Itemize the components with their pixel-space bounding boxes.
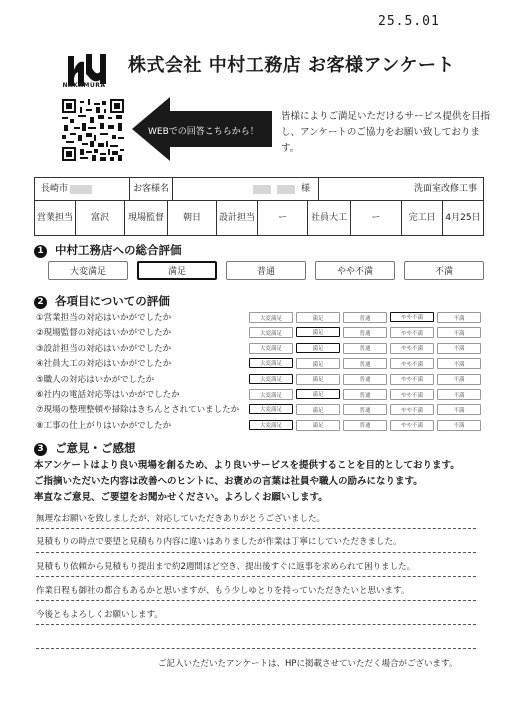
item-rating-option[interactable]: 大変満足 — [249, 404, 293, 414]
item-rating-option[interactable]: 不満 — [437, 374, 481, 385]
item-rating-option[interactable]: 不満 — [437, 404, 481, 415]
question-text: ⑥社内の電話対応等はいかがでしたか — [36, 390, 180, 400]
item-rating-option[interactable]: 満足 — [296, 374, 340, 385]
design-value: ー — [258, 201, 308, 235]
item-rating-option[interactable]: 普通 — [343, 404, 387, 415]
question-text: ⑤職人の対応はいかがでしたか — [36, 374, 155, 385]
item-rating-option[interactable]: 普通 — [343, 358, 387, 369]
item-rating-option[interactable]: 大変満足 — [249, 420, 293, 430]
comment-line: 作業日程も御社の都合もあるかと思いますが、もう少しゆとりを持っていただきたいと思います。 — [36, 586, 410, 596]
item-rating-option[interactable]: 大変満足 — [249, 327, 293, 338]
customer-name-cell — [173, 178, 319, 200]
site-value: 朝日 — [168, 201, 217, 235]
section-number-badge: 1 — [34, 245, 47, 258]
item-rating-option[interactable]: 満足 — [296, 312, 340, 323]
note-line: 本アンケートはより良い現場を創るため、より良いサービスを提供することを目的としております。 — [34, 460, 460, 471]
section2-title: 各項目についての評価 — [55, 294, 170, 308]
question-text: ⑧工事の仕上がりはいかがでしたか — [36, 420, 172, 431]
item-rating-option[interactable]: 不満 — [437, 389, 481, 400]
footer-note: ご記入いただいたアンケートは、HPに掲載させていただく場合がございます。 — [158, 659, 458, 669]
section-number-badge: 2 — [34, 296, 47, 309]
item-rating-option[interactable]: 大変満足 — [249, 358, 293, 368]
customer-name-label: お客様名 — [130, 178, 173, 200]
sales-label: 営業担当 — [35, 201, 76, 235]
item-rating-option[interactable]: やや不満 — [390, 374, 434, 385]
web-banner[interactable]: WEBでの回答こちらから！ — [148, 127, 259, 137]
question-text: ④社員大工の対応はいかがでしたか — [36, 359, 172, 370]
overall-rating-option[interactable]: 満足 — [137, 261, 217, 280]
item-rating-option[interactable]: やや不満 — [390, 358, 434, 369]
complete-label: 完工日 — [402, 201, 443, 235]
section2-heading — [34, 293, 170, 309]
comment-line: 見積もりの時点で要望と見積もり内容に違いはありましたが作業は丁寧にしていただきました。 — [36, 537, 402, 547]
item-rating-option[interactable]: やや不満 — [390, 404, 434, 415]
question-text: ②現場監督の対応はいかがでしたか — [36, 328, 172, 339]
item-rating-option[interactable]: 満足 — [296, 404, 340, 415]
item-rating-option[interactable]: 大変満足 — [249, 343, 293, 354]
item-rating-option[interactable]: 不満 — [437, 358, 481, 369]
item-rating-option[interactable]: やや不満 — [390, 389, 434, 400]
item-rating-option[interactable]: やや不満 — [390, 420, 434, 431]
section1-title: 中村工務店への総合評価 — [55, 243, 182, 257]
dashed-rule — [36, 552, 476, 553]
sales-value: 富沢 — [76, 201, 125, 235]
question-text: ③設計担当の対応はいかがでしたか — [36, 343, 172, 354]
overall-rating-option[interactable]: やや不満 — [315, 261, 395, 280]
redacted-block — [70, 185, 92, 194]
note-line: ご指摘いただいた内容は改善へのヒントに、お褒めの言葉は社員や職人の励みになります。 — [34, 476, 423, 487]
site-label: 現場監督 — [125, 201, 168, 235]
city-value: 長崎市 — [41, 184, 69, 194]
item-rating-option[interactable]: 満足 — [296, 358, 340, 369]
item-rating-option[interactable]: 満足 — [296, 420, 340, 431]
table-row — [35, 201, 483, 235]
section-number-badge: 3 — [34, 443, 47, 456]
redacted-block — [277, 185, 295, 194]
item-rating-option[interactable]: 普通 — [343, 374, 387, 385]
complete-value: 4月25日 — [445, 213, 481, 223]
item-rating-option[interactable]: 不満 — [437, 327, 481, 338]
customer-info-table — [34, 177, 484, 236]
section3-notes — [34, 458, 460, 506]
item-rating-option[interactable]: 大変満足 — [249, 312, 293, 323]
overall-rating-option[interactable]: 不満 — [404, 261, 484, 280]
section1-heading — [34, 242, 182, 258]
overall-rating-option[interactable]: 普通 — [226, 261, 306, 280]
honorific: 様 — [300, 184, 310, 194]
item-rating-option[interactable]: 不満 — [437, 420, 481, 431]
comment-line: 今後ともよろしくお願いします。 — [36, 610, 163, 620]
note-line: 率直なご意見、ご要望をお聞かせください。よろしくお願いします。 — [34, 492, 328, 503]
city-cell — [35, 178, 130, 200]
item-rating-option[interactable]: 大変満足 — [249, 389, 293, 400]
dashed-rule — [36, 528, 476, 529]
overall-rating-option[interactable]: 大変満足 — [48, 261, 128, 280]
item-rating-option[interactable]: 普通 — [343, 343, 387, 354]
work-type: 洗面室改修工事 — [413, 184, 477, 194]
redacted-block — [253, 185, 271, 194]
question-text: ①営業担当の対応はいかがでしたか — [36, 313, 172, 323]
item-rating-option[interactable]: 不満 — [437, 312, 481, 323]
item-rating-option[interactable]: 大変満足 — [249, 374, 293, 384]
item-rating-option[interactable]: やや不満 — [390, 327, 434, 338]
carpenter-label: 社員大工 — [308, 201, 351, 235]
item-rating-option[interactable]: 普通 — [343, 312, 387, 323]
section3-title: ご意見・ご感想 — [55, 441, 136, 455]
carpenter-value: ー — [351, 201, 402, 235]
item-rating-option[interactable]: やや不満 — [390, 312, 434, 322]
table-row — [35, 178, 483, 201]
survey-date: 25.5.01 — [378, 14, 440, 29]
item-rating-option[interactable]: 満足 — [296, 327, 340, 337]
item-rating-option[interactable]: 普通 — [343, 327, 387, 338]
item-rating-option[interactable]: 満足 — [296, 389, 340, 399]
dashed-rule — [36, 624, 476, 625]
section3-heading — [34, 440, 136, 456]
dashed-rule — [36, 648, 476, 649]
qr-code[interactable] — [62, 99, 124, 161]
item-rating-option[interactable]: やや不満 — [390, 343, 434, 354]
comment-line: 無理なお願いを致しましたが、対応していただきありがとうございました。 — [36, 514, 326, 524]
design-label: 設計担当 — [217, 201, 258, 235]
intro-text: 皆様によりご満足いただけるサービス提供を目指し、アンケートのご協力をお願い致しております。 — [281, 111, 491, 154]
page-title: 株式会社 中村工務店 お客様アンケート — [128, 55, 455, 76]
dashed-rule — [36, 576, 476, 577]
item-rating-option[interactable]: 満足 — [296, 343, 340, 353]
item-rating-option[interactable]: 不満 — [437, 343, 481, 354]
dashed-rule — [36, 600, 476, 601]
logo-text: NAKAMURA — [62, 82, 106, 89]
comment-line: 見積もり依頼から見積もり提出まで約2週間ほど空き、提出後すぐに返事を求められて困りました。 — [36, 562, 416, 572]
item-rating-option[interactable]: 普通 — [343, 420, 387, 431]
question-text: ⑦現場の整理整頓や掃除はきちんとされていましたか — [36, 405, 240, 416]
item-rating-option[interactable]: 普通 — [343, 389, 387, 400]
